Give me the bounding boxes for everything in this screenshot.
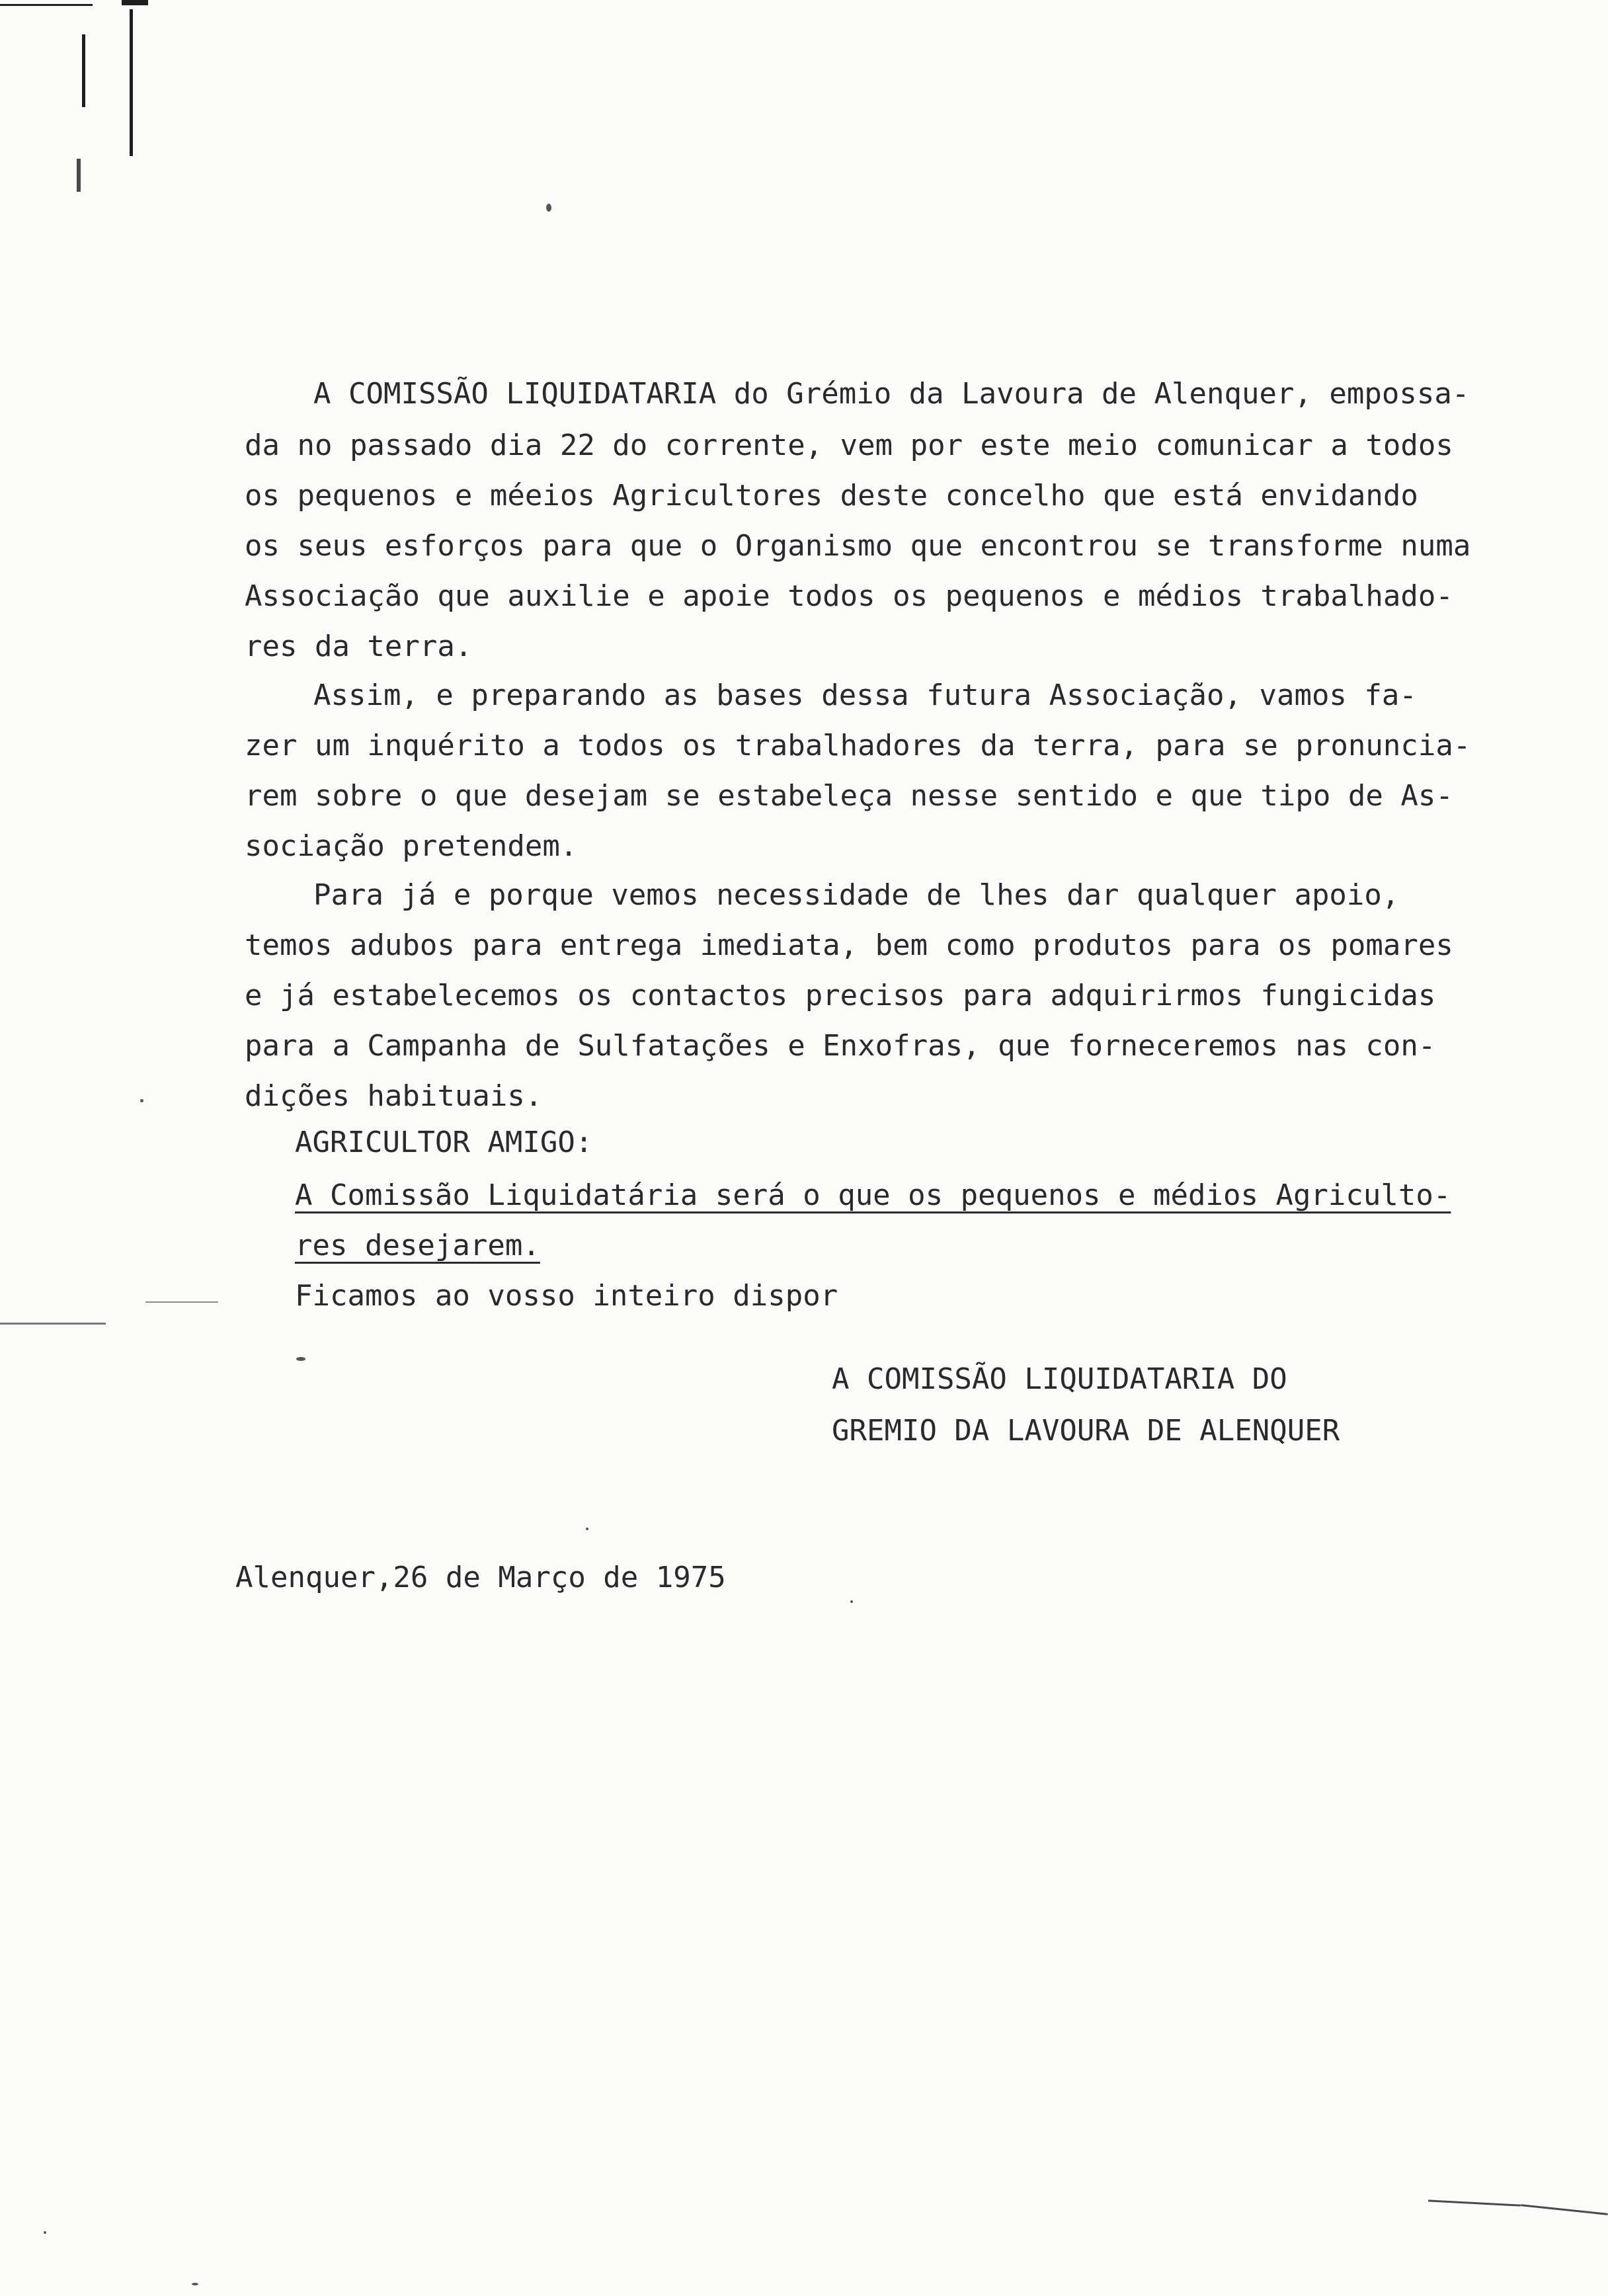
paragraph-1-line-6: res da terra.	[245, 630, 473, 663]
paragraph-2-line-2: zer um inquérito a todos os trabalhadores da terra, para se pronuncia-	[245, 729, 1471, 762]
margin-mark	[122, 0, 148, 5]
emphasis-line-1: A Comissão Liquidatária será o que os pequenos e médios Agriculto-	[295, 1178, 1451, 1212]
place-date: Alenquer,26 de Março de 1975	[235, 1561, 726, 1594]
paragraph-3-line-5: dições habituais.	[245, 1079, 543, 1113]
speck	[192, 2283, 198, 2285]
speck	[546, 204, 551, 212]
margin-mark	[130, 9, 133, 156]
signature-line-1: A COMISSÃO LIQUIDATARIA DO	[832, 1362, 1287, 1396]
paragraph-3-line-1: Para já e porque vemos necessidade de lhes dar qualquer apoio,	[313, 878, 1400, 912]
signature-line-2: GREMIO DA LAVOURA DE ALENQUER	[832, 1414, 1340, 1448]
margin-mark	[82, 34, 85, 107]
speck	[296, 1357, 305, 1361]
margin-mark	[145, 1301, 218, 1303]
closing-line: Ficamos ao vosso inteiro dispor	[295, 1279, 838, 1313]
paragraph-3-line-4: para a Campanha de Sulfatações e Enxofras, que forneceremos nas con-	[245, 1029, 1436, 1063]
paragraph-3-line-2: temos adubos para entrega imediata, bem como produtos para os pomares	[245, 928, 1453, 962]
speck	[140, 1099, 143, 1102]
speck	[850, 1600, 853, 1603]
paragraph-2-line-4: sociação pretendem.	[245, 829, 578, 863]
speck	[44, 2231, 46, 2234]
margin-mark	[1428, 2199, 1521, 2206]
paragraph-1-line-2: da no passado dia 22 do corrente, vem por este meio comunicar a todos	[245, 429, 1453, 462]
margin-mark	[0, 1323, 106, 1325]
paragraph-2-line-1: Assim, e preparando as bases dessa futura Associação, vamos fa-	[313, 678, 1417, 712]
emphasis-line-2: res desejarem.	[295, 1229, 540, 1262]
speck	[586, 1528, 588, 1530]
margin-mark	[0, 4, 93, 6]
paragraph-1-line-5: Associação que auxilie e apoie todos os pequenos e médios trabalhado-	[245, 579, 1453, 613]
margin-mark	[1521, 2204, 1608, 2215]
paragraph-2-line-3: rem sobre o que desejam se estabeleça nesse sentido e que tipo de As-	[245, 779, 1453, 813]
paragraph-1-line-3: os pequenos e méeios Agricultores deste concelho que está envidando	[245, 479, 1418, 512]
margin-mark	[77, 159, 81, 192]
paragraph-3-line-3: e já estabelecemos os contactos precisos para adquirirmos fungicidas	[245, 979, 1436, 1012]
paragraph-1-line-4: os seus esforços para que o Organismo que encontrou se transforme numa	[245, 529, 1471, 563]
salutation: AGRICULTOR AMIGO:	[295, 1126, 593, 1159]
paragraph-1-line-1: A COMISSÃO LIQUIDATARIA do Grémio da Lavoura de Alenquer, empossa-	[313, 377, 1470, 411]
